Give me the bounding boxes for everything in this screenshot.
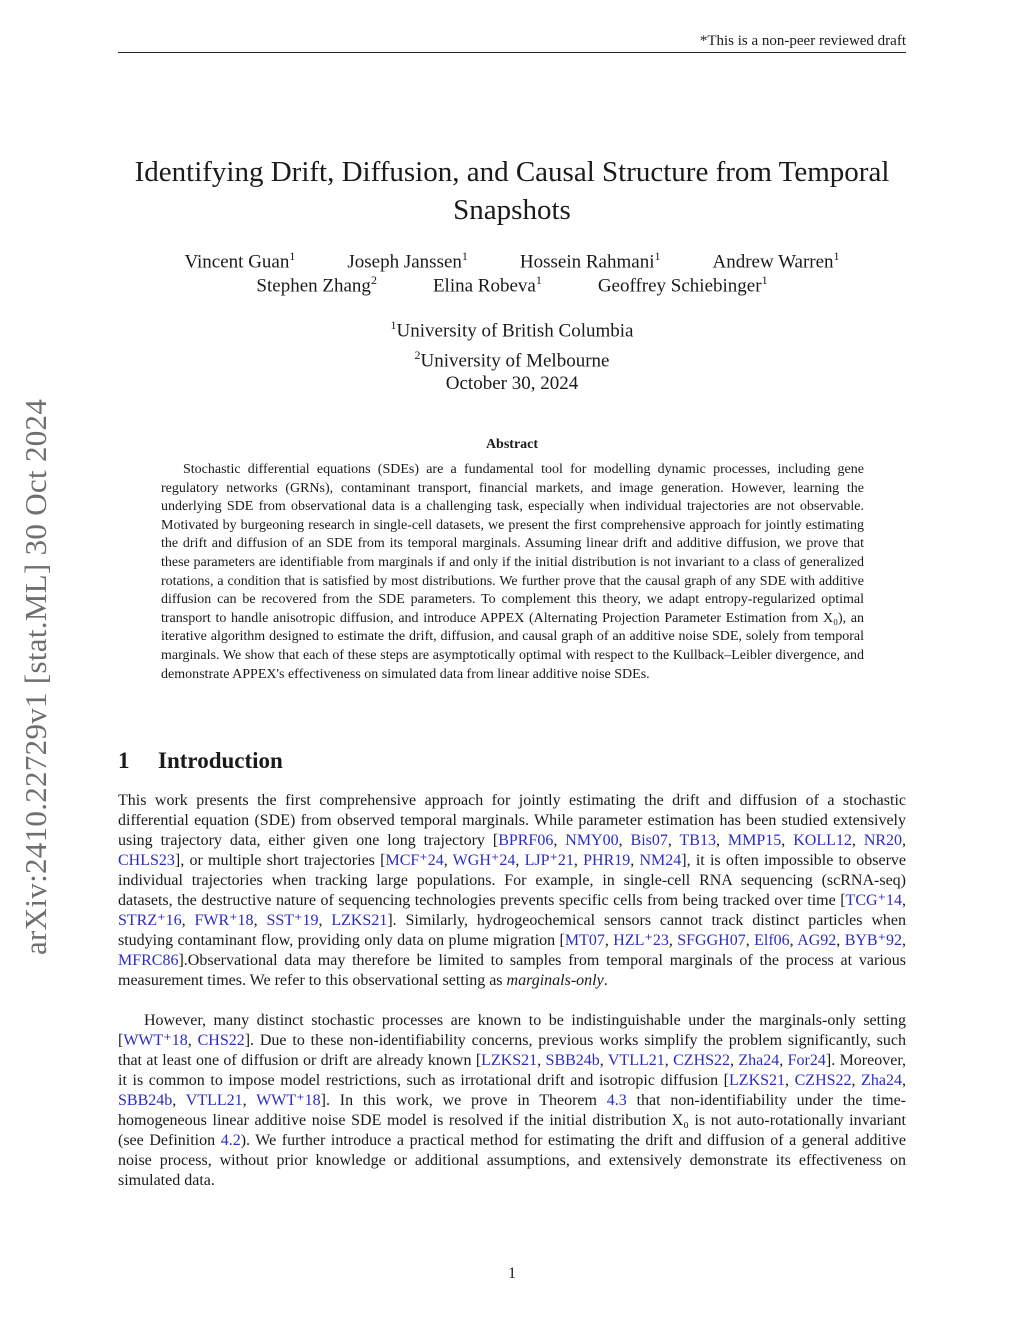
author: Elina Robeva$^1$: [432, 273, 542, 297]
definition-link[interactable]: 4.2: [220, 1132, 241, 1149]
author-row-1: [118, 249, 906, 273]
citation-link[interactable]: TB13: [679, 832, 716, 849]
header-note: *This is a non-peer reviewed draft: [699, 33, 906, 49]
intro-paragraph-2: However, many distinct stochastic processes are known to be indistinguishable under the marginals-only setting [WWT⁺18, CHS22]. Due to these non-identifiability concerns, previous works simplify the problem significantly, such that at least one of diffusion or drift are already known [LZKS21, SBB24b, VTLL21, CZHS22, Zha24, For24]. Moreover, it is common to impose model restrictions, such as irrotational drift and isotropic diffusion [LZKS21, CZHS22, Zha24, SBB24b, VTLL21, WWT⁺18]. In this work, we prove in Theorem 4.3 that non-identifiability under the time-homogeneous linear additive noise SDE model is resolved if the initial distribution X₀ is not auto-rotationally invariant (see Definition 4.2). We further introduce a practical method for estimating the drift and diffusion of a general additive noise process, without prior knowledge or additional assumptions, and extensively demonstrate its effectiveness on simulated data.: [118, 1012, 907, 1189]
citation-link[interactable]: KOLL12: [793, 832, 852, 849]
paper-title: Identifying Drift, Diffusion, and Causal Structure from Temporal Snapshots: [134, 156, 890, 226]
abstract-heading: Abstract: [485, 437, 539, 452]
citation-link[interactable]: CZHS22: [794, 1072, 852, 1089]
intro-paragraph-1: This work presents the first comprehensive approach for jointly estimating the drift and diffusion of a stochastic differential equation (SDE) from observed temporal marginals. While parameter estimation has been studied extensively using trajectory data, either given one long trajectory [BPRF06, NMY00, Bis07, TB13, MMP15, KOLL12, NR20, CHLS23], or multiple short trajectories [MCF⁺24, WGH⁺24, LJP⁺21, PHR19, NM24], it is often impossible to observe individual trajectories when tracking large populations. For example, in single-cell RNA sequencing (scRNA-seq) datasets, the destructive nature of sequencing technologies prevents specific cells from being tracked over time [TCG⁺14, STRZ⁺16, FWR⁺18, SST⁺19, LZKS21]. Similarly, hydrogeochemical sensors cannot track distinct particles when studying contaminant flow, providing only data on plume migration [MT07, HZL⁺23, SFGGH07, Elf06, AG92, BYB⁺92, MFRC86].Observational data may therefore be limited to samples from temporal marginals of the process at various measurement times. We refer to this observational setting as marginals-only.: [118, 792, 907, 989]
citation-link[interactable]: SFGGH07: [677, 932, 746, 949]
citation-link[interactable]: Bis07: [630, 832, 668, 849]
section-title: Introduction: [158, 748, 283, 773]
publication-date: October 30, 2024: [445, 373, 579, 394]
citation-link[interactable]: SBB24b: [118, 1092, 173, 1109]
header-rule: [118, 52, 906, 53]
citation-link[interactable]: WWT⁺18: [123, 1032, 188, 1049]
citation-link[interactable]: MMP15: [727, 832, 782, 849]
citation-link[interactable]: CHS22: [197, 1032, 245, 1049]
affiliation: $^2$University of Melbourne: [414, 348, 610, 372]
section-number: 1: [118, 748, 130, 773]
author: Stephen Zhang$^2$: [256, 273, 377, 297]
arxiv-stamp: arXiv:2410.22729v1 [stat.ML] 30 Oct 2024: [18, 398, 53, 955]
author-row-2: [118, 273, 906, 297]
affiliation: $^1$University of British Columbia: [390, 318, 634, 342]
citation-link[interactable]: LZKS21: [331, 912, 388, 929]
emphasis: marginals-only: [506, 972, 604, 989]
author: Andrew Warren$^1$: [712, 249, 840, 273]
citation-link[interactable]: MCF⁺24: [385, 852, 444, 869]
citation-link[interactable]: NM24: [639, 852, 682, 869]
citation-link[interactable]: LJP⁺21: [524, 852, 574, 869]
citation-link[interactable]: FWR⁺18: [194, 912, 254, 929]
citation-link[interactable]: TCG⁺14: [845, 892, 902, 909]
citation-link[interactable]: SST⁺19: [266, 912, 319, 929]
citation-link[interactable]: Zha24: [738, 1052, 780, 1069]
citation-link[interactable]: WGH⁺24: [452, 852, 516, 869]
citation-link[interactable]: MFRC86: [118, 952, 179, 969]
theorem-link[interactable]: 4.3: [606, 1092, 627, 1109]
citation-link[interactable]: NR20: [863, 832, 903, 849]
page-number: 1: [508, 1265, 516, 1282]
citation-link[interactable]: STRZ⁺16: [118, 912, 182, 929]
author: Vincent Guan$^1$: [184, 249, 296, 273]
author: Joseph Janssen$^1$: [347, 249, 468, 273]
citation-link[interactable]: BYB⁺92: [844, 932, 903, 949]
citation-link[interactable]: MT07: [564, 932, 605, 949]
citation-link[interactable]: VTLL21: [185, 1092, 243, 1109]
citation-link[interactable]: Elf06: [754, 932, 790, 949]
author: Hossein Rahmani$^1$: [519, 249, 661, 273]
citation-link[interactable]: PHR19: [583, 852, 631, 869]
citation-link[interactable]: CHLS23: [118, 852, 175, 869]
citation-link[interactable]: WWT⁺18: [256, 1092, 321, 1109]
abstract-body: Stochastic differential equations (SDEs) are a fundamental tool for modelling dynamic processes, including gene regulatory networks (GRNs), contaminant transport, financial markets, and image generation. However, learning the underlying SDE from observational data is a challenging task, especially when individual trajectories are not observable. Motivated by burgeoning research in single-cell datasets, we present the first comprehensive approach for jointly estimating the drift and diffusion of an SDE from its temporal marginals. Assuming linear drift and additive diffusion, we prove that these parameters are identifiable from marginals if and only if the initial distribution is not invariant to a class of generalized rotations, a condition that is satisfied by most distributions. We further prove that the causal graph of any SDE with additive diffusion can be recovered from the SDE parameters. To complement this theory, we adapt entropy-regularized optimal transport to handle anisotropic diffusion, and introduce APPEX (Alternating Projection Parameter Estimation from X₀), an iterative algorithm designed to estimate the drift, diffusion, and causal graph of an additive noise SDE, solely from temporal marginals. We show that each of these steps are asymptotically optimal with respect to the Kullback–Leibler divergence, and demonstrate APPEX's effectiveness on simulated data from linear additive noise SDEs.: [161, 462, 864, 682]
citation-link[interactable]: For24: [787, 1052, 826, 1069]
citation-link[interactable]: AG92: [797, 932, 837, 949]
citation-link[interactable]: BPRF06: [498, 832, 554, 849]
citation-link[interactable]: Zha24: [861, 1072, 903, 1089]
citation-link[interactable]: LZKS21: [729, 1072, 786, 1089]
citation-link[interactable]: VTLL21: [607, 1052, 665, 1069]
citation-link[interactable]: LZKS21: [481, 1052, 538, 1069]
citation-link[interactable]: CZHS22: [673, 1052, 731, 1069]
section-heading: [118, 748, 283, 774]
citation-link[interactable]: SBB24b: [545, 1052, 600, 1069]
affiliations: [118, 313, 906, 374]
author: Geoffrey Schiebinger$^1$: [597, 273, 768, 297]
citation-link[interactable]: HZL⁺23: [613, 932, 669, 949]
citation-link[interactable]: NMY00: [565, 832, 619, 849]
